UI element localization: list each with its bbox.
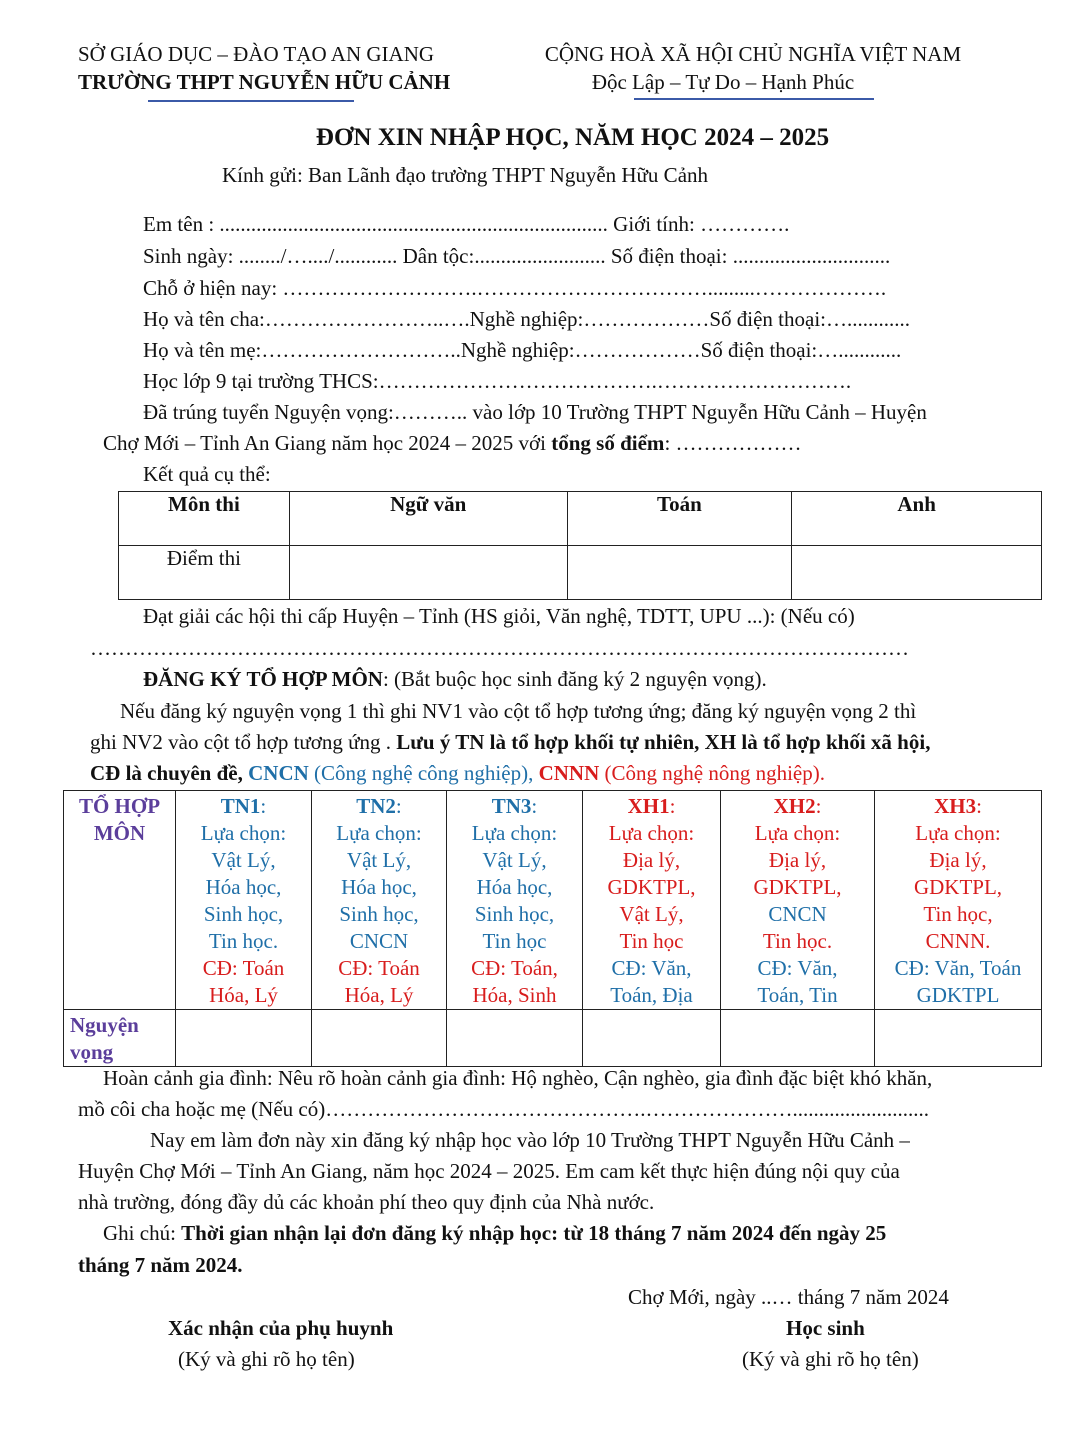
addressee: Kính gửi: Ban Lãnh đạo trường THPT Nguyễn Hữu Cảnh <box>222 163 709 187</box>
field-address: Chỗ ở hiện nay: ……………………….…………………………….........………………. <box>143 276 887 300</box>
commitment-line2: Huyện Chợ Mới – Tỉnh An Giang, năm học 2024 – 2025. Em cam kết thực hiện đúng nội quy của <box>78 1159 900 1183</box>
results-label: Kết quả cụ thể: <box>143 462 271 486</box>
registration-note-line3: CĐ là chuyên đề, CNCN (Công nghệ công nghiệp), CNNN (Công nghệ nông nghiệp). <box>90 761 825 785</box>
parent-signature-note: (Ký và ghi rõ họ tên) <box>178 1347 355 1371</box>
awards-line: Đạt giải các hội thi cấp Huyện – Tỉnh (HS giỏi, Văn nghệ, TDTT, UPU ...): (Nếu có) <box>143 604 855 628</box>
motto-underline <box>634 98 874 100</box>
national-title: CỘNG HOÀ XÃ HỘI CHỦ NGHĨA VIỆT NAM <box>544 42 962 66</box>
registration-heading: ĐĂNG KÝ TỔ HỢP MÔN: (Bắt buộc học sinh đăng ký 2 nguyện vọng). <box>143 667 767 691</box>
wish-cell-tn1[interactable] <box>176 1010 312 1067</box>
combo-column-tn3: TN3: Lựa chọn: Vật Lý, Hóa học, Sinh học, Tin học CĐ: Toán, Hóa, Sinh <box>447 791 583 1010</box>
score-literature-cell[interactable] <box>289 546 567 600</box>
family-line1: Hoàn cảnh gia đình: Nêu rõ hoàn cảnh gia đình: Hộ nghèo, Cận nghèo, gia đình đặc biệt khó khăn, <box>103 1066 933 1090</box>
scores-header-subject: Môn thi <box>119 492 290 546</box>
wish-cell-xh2[interactable] <box>721 1010 875 1067</box>
subject-combination-table <box>63 790 1042 1067</box>
wish-cell-xh1[interactable] <box>583 1010 721 1067</box>
scores-header-literature: Ngữ văn <box>289 492 567 546</box>
form-title: ĐƠN XIN NHẬP HỌC, NĂM HỌC 2024 – 2025 <box>315 124 830 151</box>
wish-cell-tn3[interactable] <box>447 1010 583 1067</box>
national-motto: Độc Lập – Tự Do – Hạnh Phúc <box>591 70 855 94</box>
score-math-cell[interactable] <box>567 546 792 600</box>
field-name-gender: Em tên : .......................................................................... Giới tính: …………. <box>143 212 790 236</box>
field-school: Học lớp 9 tại trường THCS:………………………………….………………………. <box>143 369 852 393</box>
scores-table <box>118 491 1042 600</box>
combo-column-tn1: TN1: Lựa chọn: Vật Lý, Hóa học, Sinh học, Tin học. CĐ: Toán Hóa, Lý <box>176 791 312 1010</box>
commitment-line3: nhà trường, đóng đầy dủ các khoản phí theo quy định của Nhà nước. <box>78 1190 655 1214</box>
registration-note-line2: ghi NV2 vào cột tổ hợp tương ứng . Lưu ý TN là tổ hợp khối tự nhiên, XH là tổ hợp khối xã hội, <box>90 730 931 754</box>
commitment-line1: Nay em làm đơn này xin đăng ký nhập học vào lớp 10 Trường THPT Nguyễn Hữu Cảnh – <box>150 1128 910 1152</box>
field-birth-ethnic-phone: Sinh ngày: ......../…..../............ Dân tộc:......................... Số điện thoại: .............................. <box>143 244 891 268</box>
field-admitted-line2: Chợ Mới – Tỉnh An Giang năm học 2024 – 2025 với tổng số điểm: ……………… <box>103 431 802 455</box>
wish-cell-tn2[interactable] <box>312 1010 447 1067</box>
combo-column-tn2: TN2: Lựa chọn: Vật Lý, Hóa học, Sinh học, CNCN CĐ: Toán Hóa, Lý <box>312 791 447 1010</box>
school-name: TRƯỜNG THPT NGUYỄN HỮU CẢNH <box>78 70 451 94</box>
date-line: Chợ Mới, ngày ..… tháng 7 năm 2024 <box>628 1285 949 1309</box>
family-line2: mồ côi cha hoặc mẹ (Nếu có)……………………………………….………………….......................... <box>78 1097 929 1121</box>
student-title: Học sinh <box>786 1316 865 1340</box>
combo-column-xh1: XH1: Lựa chọn: Địa lý, GDKTPL, Vật Lý, Tin học CĐ: Văn, Toán, Địa <box>583 791 721 1010</box>
combo-row-label: Nguyện vọng <box>64 1010 176 1067</box>
note-line1: Ghi chú: Thời gian nhận lại đơn đăng ký nhập học: từ 18 tháng 7 năm 2024 đến ngày 25 <box>103 1221 887 1245</box>
registration-note-line1: Nếu đăng ký nguyện vọng 1 thì ghi NV1 vào cột tổ hợp tương ứng; đăng ký nguyện vọng 2 thì <box>120 699 917 723</box>
department-name: SỞ GIÁO DỤC – ĐÀO TẠO AN GIANG <box>78 42 435 66</box>
awards-dots: ……………………………………………………………………………………………………… <box>90 636 909 660</box>
student-signature-note: (Ký và ghi rõ họ tên) <box>742 1347 919 1371</box>
scores-row-label: Điểm thi <box>119 546 290 600</box>
scores-header-math: Toán <box>567 492 792 546</box>
field-father: Họ và tên cha:……………………..….Nghề nghiệp:………………Số điện thoại:…............ <box>143 307 911 331</box>
wish-cell-xh3[interactable] <box>875 1010 1042 1067</box>
combo-column-xh2: XH2: Lựa chọn: Địa lý, GDKTPL, CNCN Tin học. CĐ: Văn, Toán, Tin <box>721 791 875 1010</box>
combo-column-xh3: XH3: Lựa chọn: Địa lý, GDKTPL, Tin học, CNNN. CĐ: Văn, Toán GDKTPL <box>875 791 1042 1010</box>
note-line2: tháng 7 năm 2024. <box>78 1253 243 1277</box>
combo-corner-header: TỔ HỢP MÔN <box>64 791 176 1010</box>
scores-header-english: Anh <box>792 492 1042 546</box>
score-english-cell[interactable] <box>792 546 1042 600</box>
school-name-underline <box>148 100 354 102</box>
parent-confirmation-title: Xác nhận của phụ huynh <box>168 1316 394 1340</box>
field-admitted-line1: Đã trúng tuyển Nguyện vọng:……….. vào lớp 10 Trường THPT Nguyễn Hữu Cảnh – Huyện <box>143 400 927 424</box>
field-mother: Họ và tên mẹ:………………………..Nghề nghiệp:………………Số điện thoại:…............ <box>143 338 902 362</box>
